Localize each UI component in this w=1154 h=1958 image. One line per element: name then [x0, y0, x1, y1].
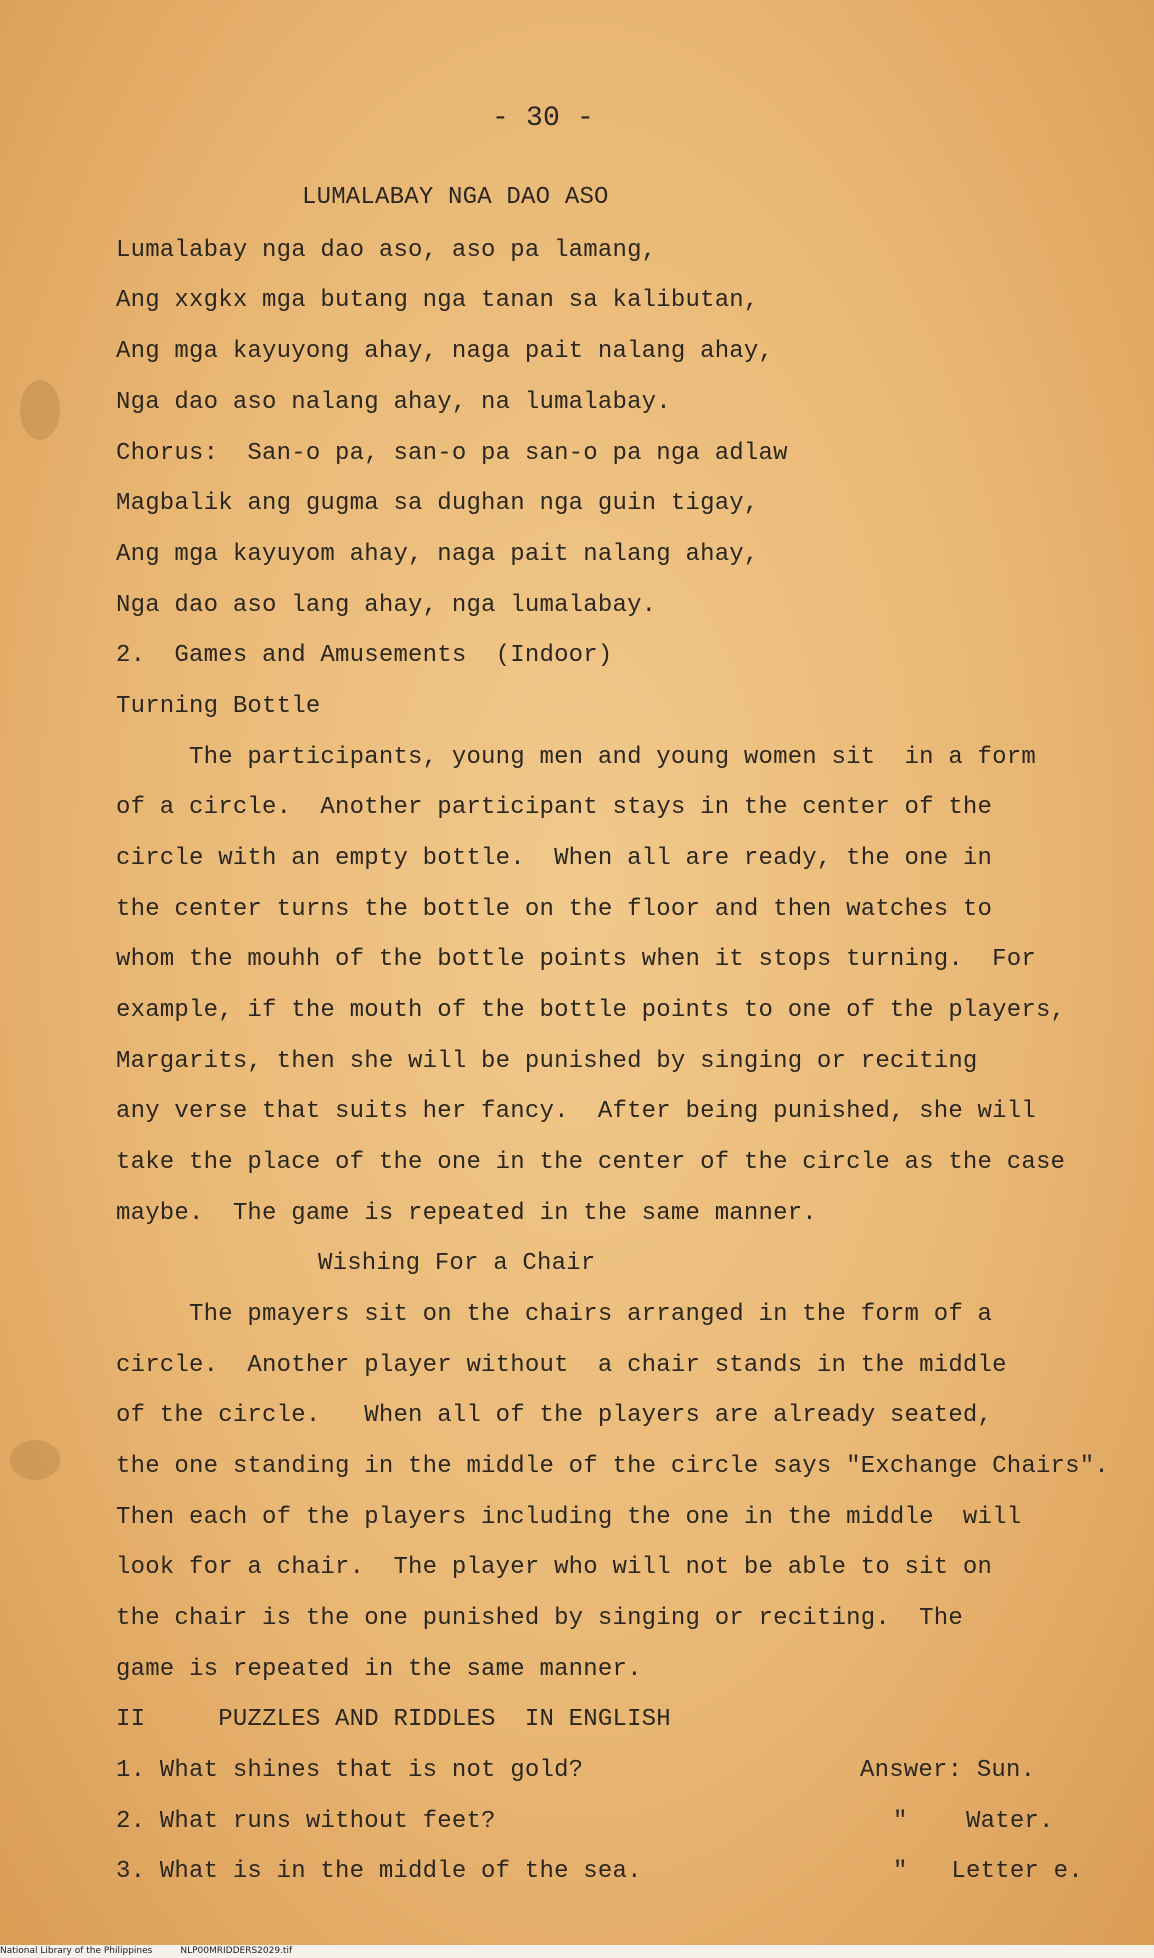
section-heading: II PUZZLES AND RIDDLES IN ENGLISH	[116, 1706, 671, 1733]
paragraph-line: whom the mouhh of the bottle points when it stops turning. For	[116, 946, 1036, 973]
footer-institution: National Library of the Philippines	[0, 1946, 153, 1956]
page-number: - 30 -	[492, 103, 595, 134]
game-title: Turning Bottle	[116, 693, 321, 720]
paper-stain	[20, 380, 60, 440]
section-heading: 2. Games and Amusements (Indoor)	[116, 642, 613, 669]
song-title: LUMALABAY NGA DAO ASO	[302, 184, 609, 211]
paragraph-line: game is repeated in the same manner.	[116, 1656, 642, 1683]
riddle-question: 1. What shines that is not gold?	[116, 1757, 584, 1784]
paragraph-line: The pmayers sit on the chairs arranged in the form of a	[116, 1301, 993, 1328]
paragraph-line: The participants, young men and young women sit in a form	[116, 744, 1036, 771]
paragraph-line: Then each of the players including the one in the middle will	[116, 1504, 1022, 1531]
game-title: Wishing For a Chair	[318, 1250, 596, 1277]
song-line: Magbalik ang gugma sa dughan nga guin tigay,	[116, 490, 759, 517]
paragraph-line: take the place of the one in the center of the circle as the case	[116, 1149, 1066, 1176]
riddle-question: 3. What is in the middle of the sea.	[116, 1858, 642, 1885]
paragraph-line: Margarits, then she will be punished by singing or reciting	[116, 1048, 978, 1075]
paragraph-line: any verse that suits her fancy. After being punished, she will	[116, 1098, 1036, 1125]
paragraph-line: the center turns the bottle on the floor and then watches to	[116, 896, 993, 923]
paragraph-line: example, if the mouth of the bottle points to one of the players,	[116, 997, 1066, 1024]
riddle-answer: Answer: Sun.	[860, 1757, 1036, 1784]
song-line: Ang xxgkx mga butang nga tanan sa kalibutan,	[116, 287, 759, 314]
footer-filename: NLP00MRIDDERS2029.tif	[180, 1946, 293, 1956]
paragraph-line: the chair is the one punished by singing or reciting. The	[116, 1605, 963, 1632]
riddle-question: 2. What runs without feet?	[116, 1808, 496, 1835]
riddle-answer: " Letter e.	[893, 1858, 1083, 1885]
paper-stain	[10, 1440, 60, 1480]
paragraph-line: of a circle. Another participant stays in the center of the	[116, 794, 993, 821]
song-line: Nga dao aso lang ahay, nga lumalabay.	[116, 592, 657, 619]
paragraph-line: circle with an empty bottle. When all are ready, the one in	[116, 845, 993, 872]
song-line: Ang mga kayuyom ahay, naga pait nalang ahay,	[116, 541, 759, 568]
scan-footer	[0, 1945, 1154, 1958]
song-line: Ang mga kayuyong ahay, naga pait nalang ahay,	[116, 338, 774, 365]
paragraph-line: of the circle. When all of the players are already seated,	[116, 1402, 993, 1429]
paragraph-line: maybe. The game is repeated in the same manner.	[116, 1200, 817, 1227]
paragraph-line: the one standing in the middle of the circle says "Exchange Chairs".	[116, 1453, 1109, 1480]
paragraph-line: look for a chair. The player who will not be able to sit on	[116, 1554, 993, 1581]
song-line: Nga dao aso nalang ahay, na lumalabay.	[116, 389, 671, 416]
paragraph-line: circle. Another player without a chair stands in the middle	[116, 1352, 1007, 1379]
song-line: Lumalabay nga dao aso, aso pa lamang,	[116, 237, 657, 264]
song-line: Chorus: San-o pa, san-o pa san-o pa nga adlaw	[116, 440, 788, 467]
riddle-answer: " Water.	[893, 1808, 1054, 1835]
